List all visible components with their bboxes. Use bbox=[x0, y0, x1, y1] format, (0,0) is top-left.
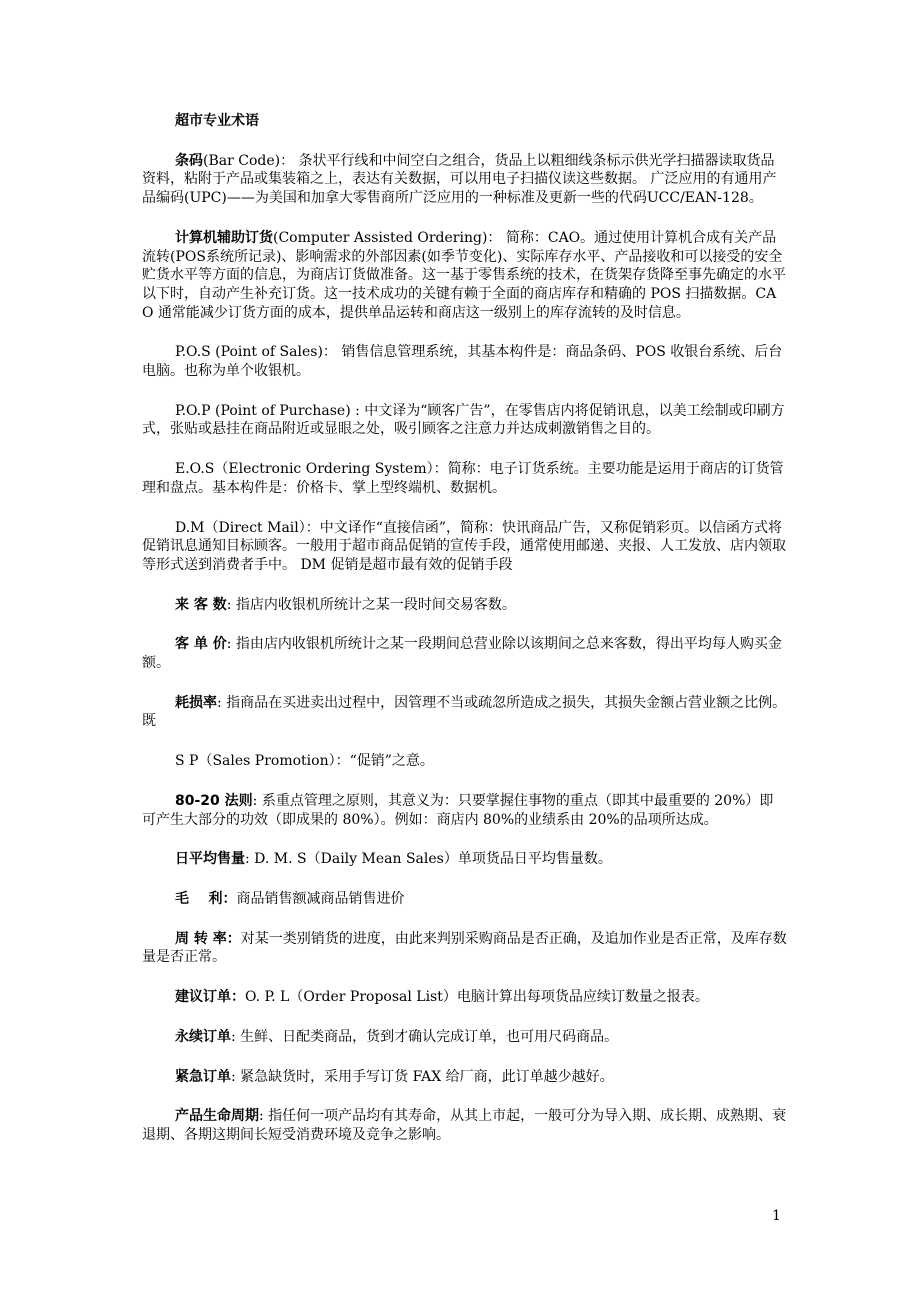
term-label: 建议订单： bbox=[175, 989, 245, 1006]
term-definition: : 系重点管理之原则，其意义为：只要掌握住事物的重点（即其中最重要的 20%）即可产生大部分的功效（即成果的 80%）。例如：商店内 80%的业绩系由 20%的品项所达成。 bbox=[142, 792, 774, 828]
term-paragraph-standing-order bbox=[142, 1028, 787, 1047]
term-label: 80-20 法则 bbox=[175, 792, 253, 809]
term-definition: E.O.S（Electronic Ordering System）：简称：电子订货系统。主要功能是运用于商店的订货管理和盘点。基本构件是：价格卡、掌上型终端机、数据机。 bbox=[142, 461, 784, 496]
term-definition: : 生鲜、日配类商品，货到才确认完成订单，也可用尺码商品。 bbox=[231, 1028, 619, 1045]
document-body bbox=[142, 112, 787, 1166]
term-paragraph-80-20 bbox=[142, 792, 787, 829]
term-definition: 商品销售额减商品销售进价 bbox=[236, 890, 405, 907]
term-paragraph-cao bbox=[142, 229, 787, 323]
term-paragraph-gross-margin bbox=[142, 890, 787, 909]
term-paragraph-pop bbox=[142, 402, 787, 439]
term-paragraph-product-lifecycle bbox=[142, 1107, 787, 1144]
term-paragraph-opl bbox=[142, 988, 787, 1007]
term-label: 计算机辅助订货 bbox=[175, 229, 273, 246]
term-label: 毛 利： bbox=[175, 890, 237, 907]
term-paragraph-turnover bbox=[142, 930, 787, 967]
term-definition: : 指任何一项产品均有其寿命，从其上市起，一般可分为导入期、成长期、成熟期、衰退期、各期这期间长短受消费环境及竞争之影响。 bbox=[142, 1108, 787, 1143]
term-paragraph-dms bbox=[142, 850, 787, 869]
term-definition: D.M（Direct Mail）：中文译作“直接信函”，简称：快讯商品广告，又称促销彩页。以信函方式将促销讯息通知目标顾客。一般用于超市商品促销的宣传手段，通常使用邮递、夹报、人工发放、店内领取等形式送到消费者手中。 DM 促销是超市最有效的促销手段 bbox=[142, 519, 786, 573]
term-definition: 对某一类别销货的进度，由此来判别采购商品是否正确，及追加作业是否正常，及库存数量是否正常。 bbox=[142, 930, 787, 966]
term-definition: O. P. L（Order Proposal List）电脑计算出每项货品应续订数量之报表。 bbox=[245, 989, 709, 1006]
term-definition: P.O.P (Point of Purchase) : 中文译为“顾客广告”，在零售店内将促销讯息，以美工绘制或印刷方式，张贴或悬挂在商品附近或显眼之处，吸引顾客之注意力并达成刺激销售之目的。 bbox=[142, 402, 785, 438]
term-label: 永续订单 bbox=[175, 1028, 231, 1045]
term-label: 产品生命周期 bbox=[175, 1108, 259, 1125]
term-paragraph-avg-ticket bbox=[142, 635, 787, 672]
term-paragraph-bar-code bbox=[142, 152, 787, 208]
term-paragraph-customer-count bbox=[142, 596, 787, 615]
page-number: 1 bbox=[772, 1208, 781, 1224]
term-paragraph-dm bbox=[142, 519, 787, 575]
term-label: 日平均售量 bbox=[175, 851, 245, 868]
term-paragraph-urgent-order bbox=[142, 1068, 787, 1087]
term-paragraph-sp bbox=[142, 752, 787, 771]
term-label: 紧急订单 bbox=[175, 1068, 231, 1085]
document-title: 超市专业术语 bbox=[175, 113, 259, 129]
term-definition: P.O.S (Point of Sales)： 销售信息管理系统，其基本构件是：商品条码、POS 收银台系统、后台电脑。也称为单个收银机。 bbox=[142, 344, 783, 380]
term-definition: : 紧急缺货时，采用手写订货 FAX 给厂商，此订单越少越好。 bbox=[231, 1068, 614, 1085]
term-paragraph-shrinkage bbox=[142, 694, 787, 731]
term-definition: (Bar Code)： 条状平行线和中间空白之组合，货品上以粗细线条标示供光学扫描器读取货品资料，粘附于产品或集装箱之上，表达有关数据，可以用电子扫描仪读这些数据。 广泛应用的有通用产品编码(UPC)——为美国和加拿大零售商所广泛应用的一种标准及更新一些的代码UCC/EAN-128。 bbox=[142, 152, 777, 207]
term-definition: : 指店内收银机所统计之某一段时间交易客数。 bbox=[226, 596, 516, 613]
term-label: 来 客 数 bbox=[175, 596, 227, 613]
term-definition: : 指由店内收银机所统计之某一段期间总营业除以该期间之总来客数，得出平均每人购买金额。 bbox=[142, 636, 782, 672]
term-label: 客 单 价 bbox=[175, 636, 227, 653]
term-label: 耗损率 bbox=[175, 694, 217, 711]
term-definition: : D. M. S（Daily Mean Sales）单项货品日平均售量数。 bbox=[245, 851, 612, 868]
term-label: 周 转 率： bbox=[175, 930, 241, 947]
term-paragraph-pos bbox=[142, 343, 787, 380]
term-paragraph-eos bbox=[142, 460, 787, 497]
term-definition: (Computer Assisted Ordering)： 简称：CAO。通过使用计算机合成有关产品流转(POS系统所记录)、影响需求的外部因素(如季节变化)、实际库存水平、产品接收和可以接受的安全贮货水平等方面的信息，为商店订货做准备。这一基于零售系统的技术，在货架存货降至事先确定的水平以下时，自动产生补充订货。这一技术成功的关键有赖于全面的商店库存和精确的 POS 扫描数据。CAO 通常能减少订货方面的成本，提供单品运转和商店这一级别上的库存流转的及时信息。 bbox=[142, 229, 786, 321]
term-definition: S P（Sales Promotion）：“促销”之意。 bbox=[175, 753, 434, 770]
term-label: 条码 bbox=[175, 152, 203, 169]
term-definition: : 指商品在买进卖出过程中，因管理不当或疏忽所造成之损失，其损失金额占营业额之比例。既 bbox=[142, 694, 787, 730]
